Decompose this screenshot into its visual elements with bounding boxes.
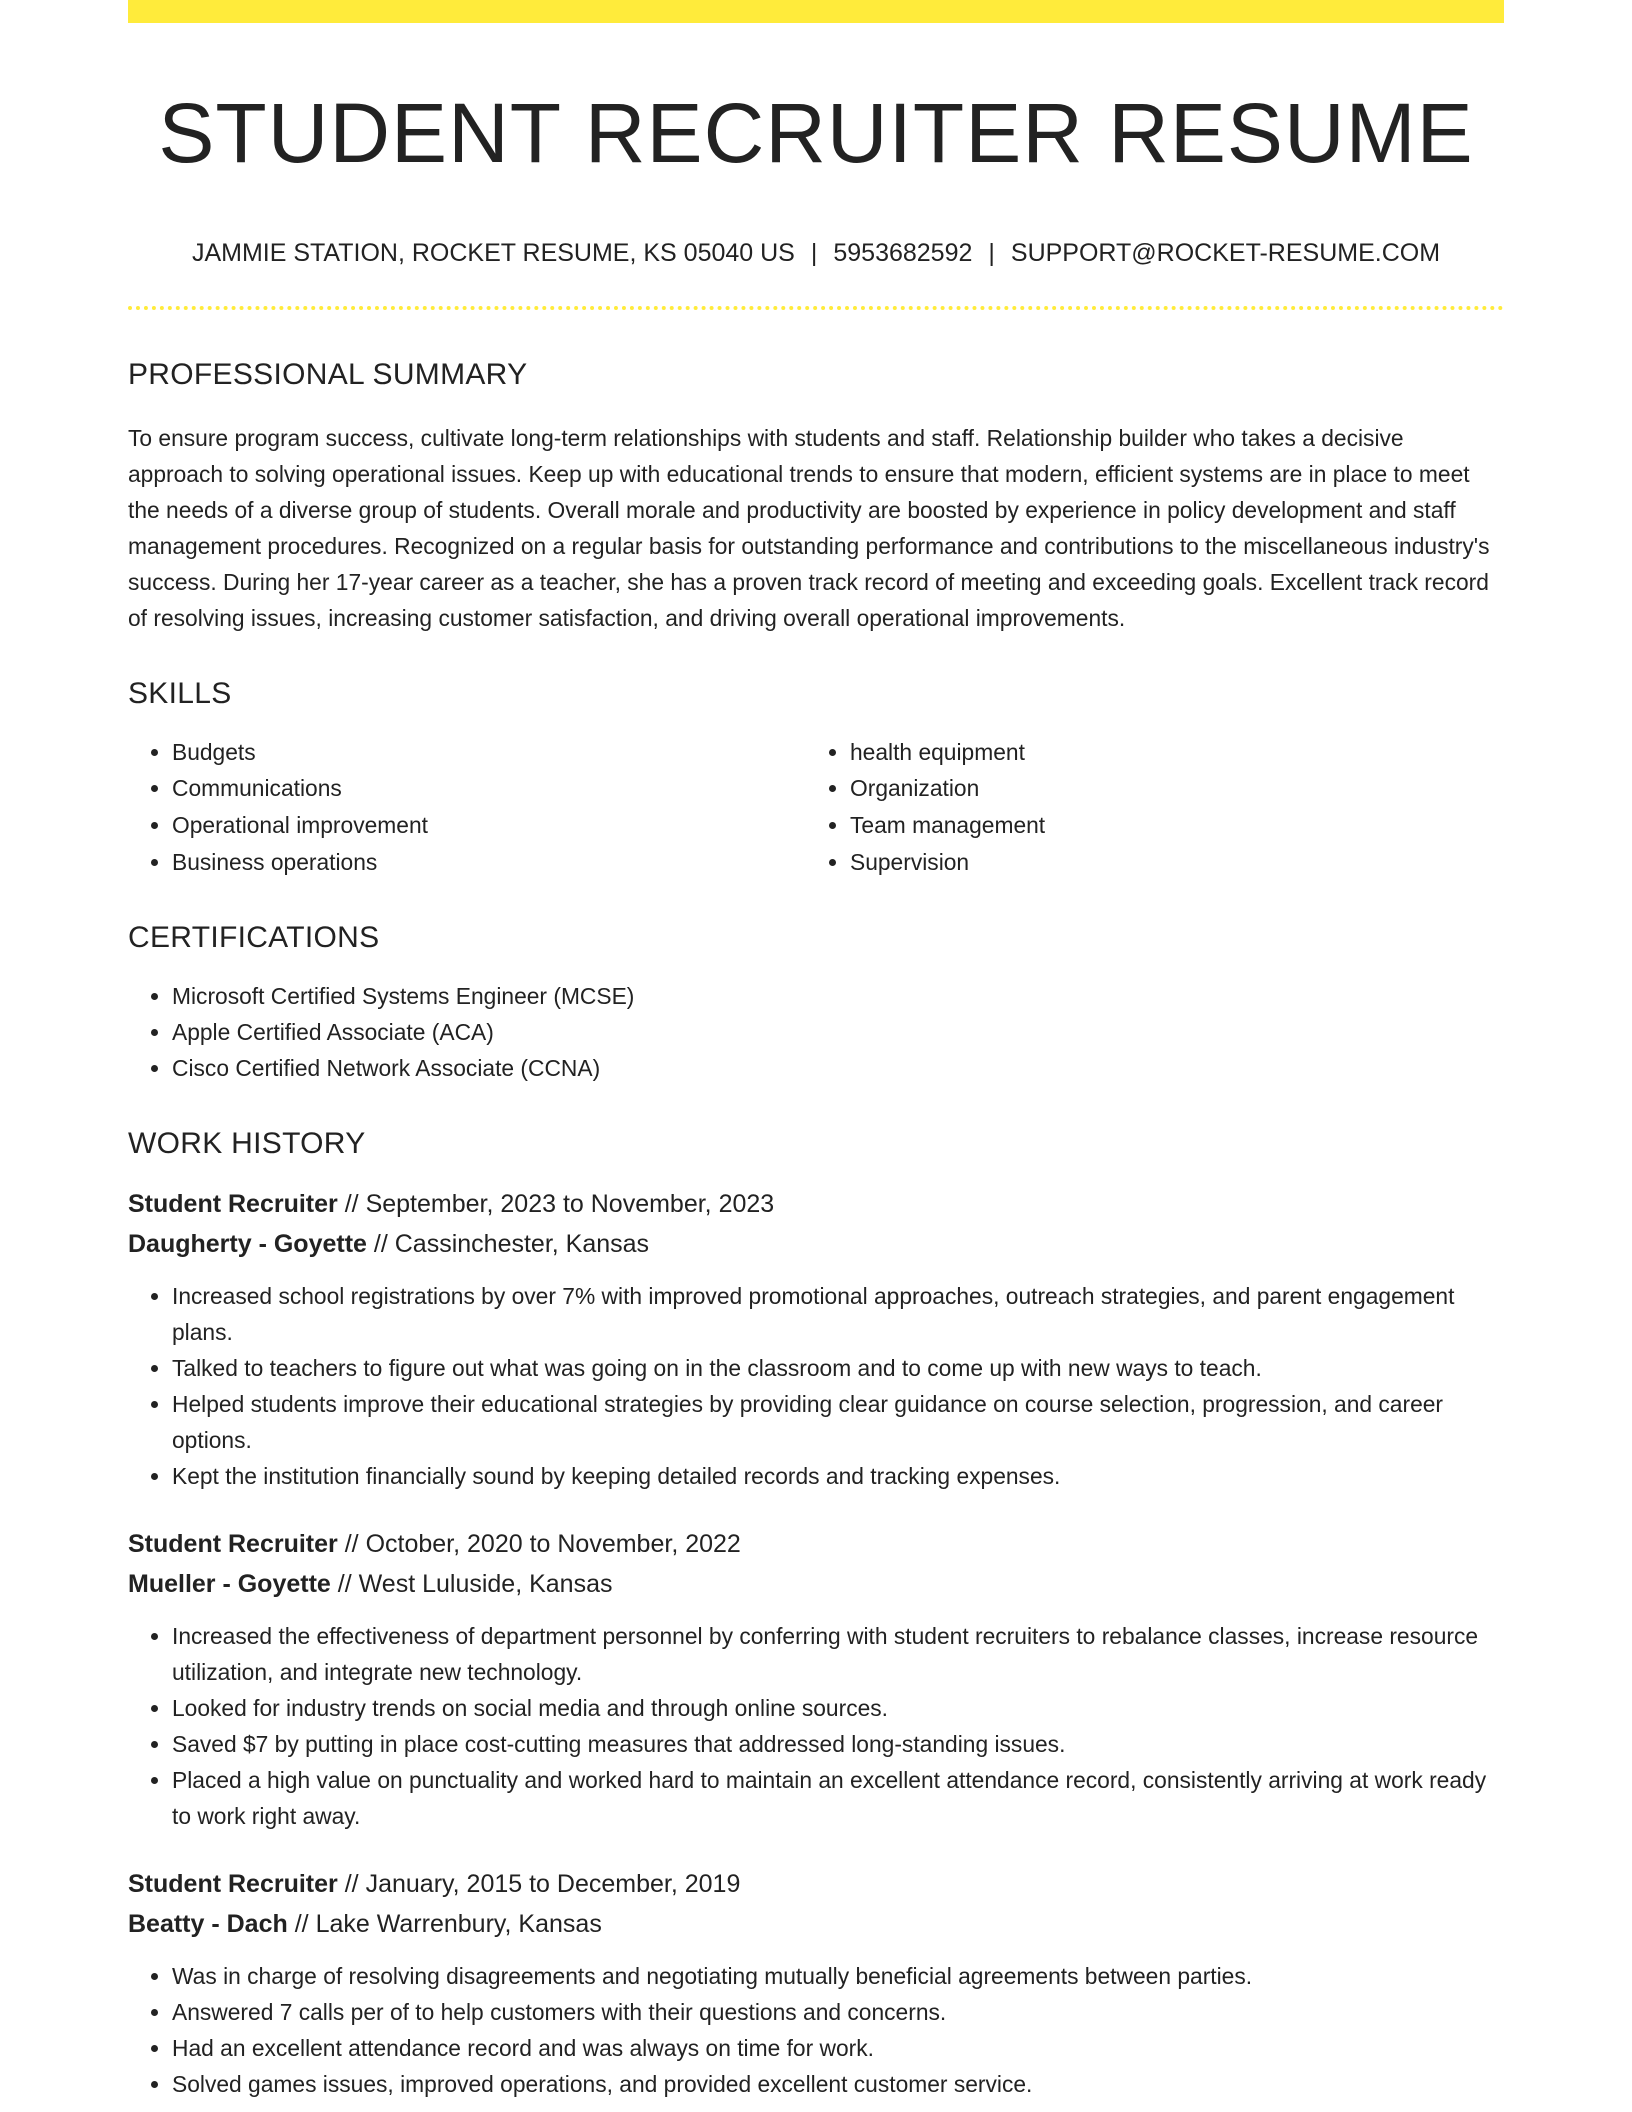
job-title: Student Recruiter — [128, 1530, 338, 1559]
job-divider: // — [337, 1570, 352, 1599]
certification-item: • Apple Certified Associate (ACA) — [172, 1014, 1504, 1050]
job-bullet: • Looked for industry trends on social media and through online sources. — [172, 1690, 1504, 1726]
job-dates: October, 2020 to November, 2022 — [365, 1530, 741, 1559]
job-entry — [128, 1184, 1504, 1494]
contact-email: SUPPORT@ROCKET-RESUME.COM — [1010, 238, 1441, 267]
contact-separator: | — [988, 238, 995, 267]
job-entry — [128, 1864, 1504, 2102]
job-bullet: • Solved games issues, improved operations, and provided excellent customer service. — [172, 2066, 1504, 2102]
contact-address: JAMMIE STATION, ROCKET RESUME, KS 05040 US — [191, 238, 795, 267]
job-divider: // — [344, 1190, 359, 1219]
job-entry — [128, 1524, 1504, 1834]
job-bullet: • Saved $7 by putting in place cost-cutting measures that addressed long-standing issues. — [172, 1726, 1504, 1762]
job-bullet: • Increased the effectiveness of department personnel by conferring with student recruiters to rebalance classes, increase resource utilization, and integrate new technology. — [172, 1618, 1504, 1690]
job-title: Student Recruiter — [128, 1870, 338, 1899]
job-title-line — [128, 1184, 1504, 1224]
contact-phone: 5953682592 — [833, 238, 973, 267]
job-bullet: • Kept the institution financially sound by keeping detailed records and tracking expenses. — [172, 1458, 1504, 1494]
certifications-list — [128, 978, 1504, 1086]
skills-grid — [128, 734, 1504, 881]
skill-item: • Organization — [850, 770, 1484, 807]
resume-title: STUDENT RECRUITER RESUME — [158, 86, 1474, 180]
job-divider: // — [294, 1910, 309, 1939]
job-company: Beatty - Dach — [128, 1910, 288, 1939]
job-location: Lake Warrenbury, Kansas — [315, 1910, 602, 1939]
job-divider: // — [373, 1230, 388, 1259]
job-bullet: • Answered 7 calls per of to help customers with their questions and concerns. — [172, 1994, 1504, 2030]
skill-item: • Budgets — [172, 734, 806, 771]
job-company-line — [128, 1904, 1504, 1944]
contact-line — [128, 238, 1504, 268]
job-company: Daugherty - Goyette — [128, 1230, 367, 1259]
skill-item: • Operational improvement — [172, 807, 806, 844]
skill-item: • Business operations — [172, 844, 806, 881]
job-bullets — [128, 1618, 1504, 1834]
work-history-heading: WORK HISTORY — [128, 1127, 366, 1161]
job-bullets — [128, 1958, 1504, 2102]
job-bullet: • Talked to teachers to figure out what was going on in the classroom and to come up with new ways to teach. — [172, 1350, 1504, 1386]
job-location: Cassinchester, Kansas — [394, 1230, 650, 1259]
contact-separator: | — [810, 238, 818, 267]
accent-bar — [128, 0, 1504, 23]
job-title: Student Recruiter — [128, 1190, 338, 1219]
dotted-divider — [128, 306, 1504, 310]
resume-page — [128, 0, 1504, 2112]
summary-heading: PROFESSIONAL SUMMARY — [128, 357, 528, 391]
job-company-line — [128, 1224, 1504, 1264]
job-bullet: • Placed a high value on punctuality and worked hard to maintain an excellent attendance record, consistently arriving at work ready to work right away. — [172, 1762, 1504, 1834]
job-title-line — [128, 1524, 1504, 1564]
job-location: West Luluside, Kansas — [358, 1570, 613, 1599]
job-company: Mueller - Goyette — [128, 1570, 331, 1599]
skills-list-left — [128, 734, 806, 881]
certifications-heading: CERTIFICATIONS — [128, 921, 380, 955]
certification-item: • Microsoft Certified Systems Engineer (MCSE) — [172, 978, 1504, 1014]
job-bullet: • Increased school registrations by over 7% with improved promotional approaches, outreach strategies, and parent engagement plans. — [172, 1278, 1504, 1350]
job-bullets — [128, 1278, 1504, 1494]
job-divider: // — [344, 1530, 359, 1559]
job-bullet: • Had an excellent attendance record and was always on time for work. — [172, 2030, 1504, 2066]
certification-item: • Cisco Certified Network Associate (CCNA) — [172, 1050, 1504, 1086]
skill-item: • Team management — [850, 807, 1484, 844]
skill-item: • health equipment — [850, 734, 1484, 771]
job-bullet: • Helped students improve their educational strategies by providing clear guidance on course selection, progression, and career options. — [172, 1386, 1504, 1458]
skill-item: • Communications — [172, 770, 806, 807]
job-company-line — [128, 1564, 1504, 1604]
job-bullet: • Was in charge of resolving disagreements and negotiating mutually beneficial agreements between parties. — [172, 1958, 1504, 1994]
skills-list-right — [806, 734, 1484, 881]
job-divider: // — [344, 1870, 359, 1899]
job-dates: September, 2023 to November, 2023 — [365, 1190, 775, 1219]
skills-heading: SKILLS — [128, 676, 232, 710]
skill-item: • Supervision — [850, 844, 1484, 881]
job-title-line — [128, 1864, 1504, 1904]
summary-text: To ensure program success, cultivate long-term relationships with students and staff. Relationship builder who takes a decisive approach to solving operational issues. Keep up with educational trends to ensure that modern, efficient systems are in place to meet the needs of a diverse group of students. Overall morale and productivity are boosted by experience in policy development and staff management procedures. Recognized on a regular basis for outstanding performance and contributions to the miscellaneous industry's success. During her 17-year career as a teacher, she has a proven track record of meeting and exceeding goals. Excellent track record of resolving issues, increasing customer satisfaction, and driving overall operational improvements. — [128, 424, 1490, 631]
job-dates: January, 2015 to December, 2019 — [365, 1870, 741, 1899]
